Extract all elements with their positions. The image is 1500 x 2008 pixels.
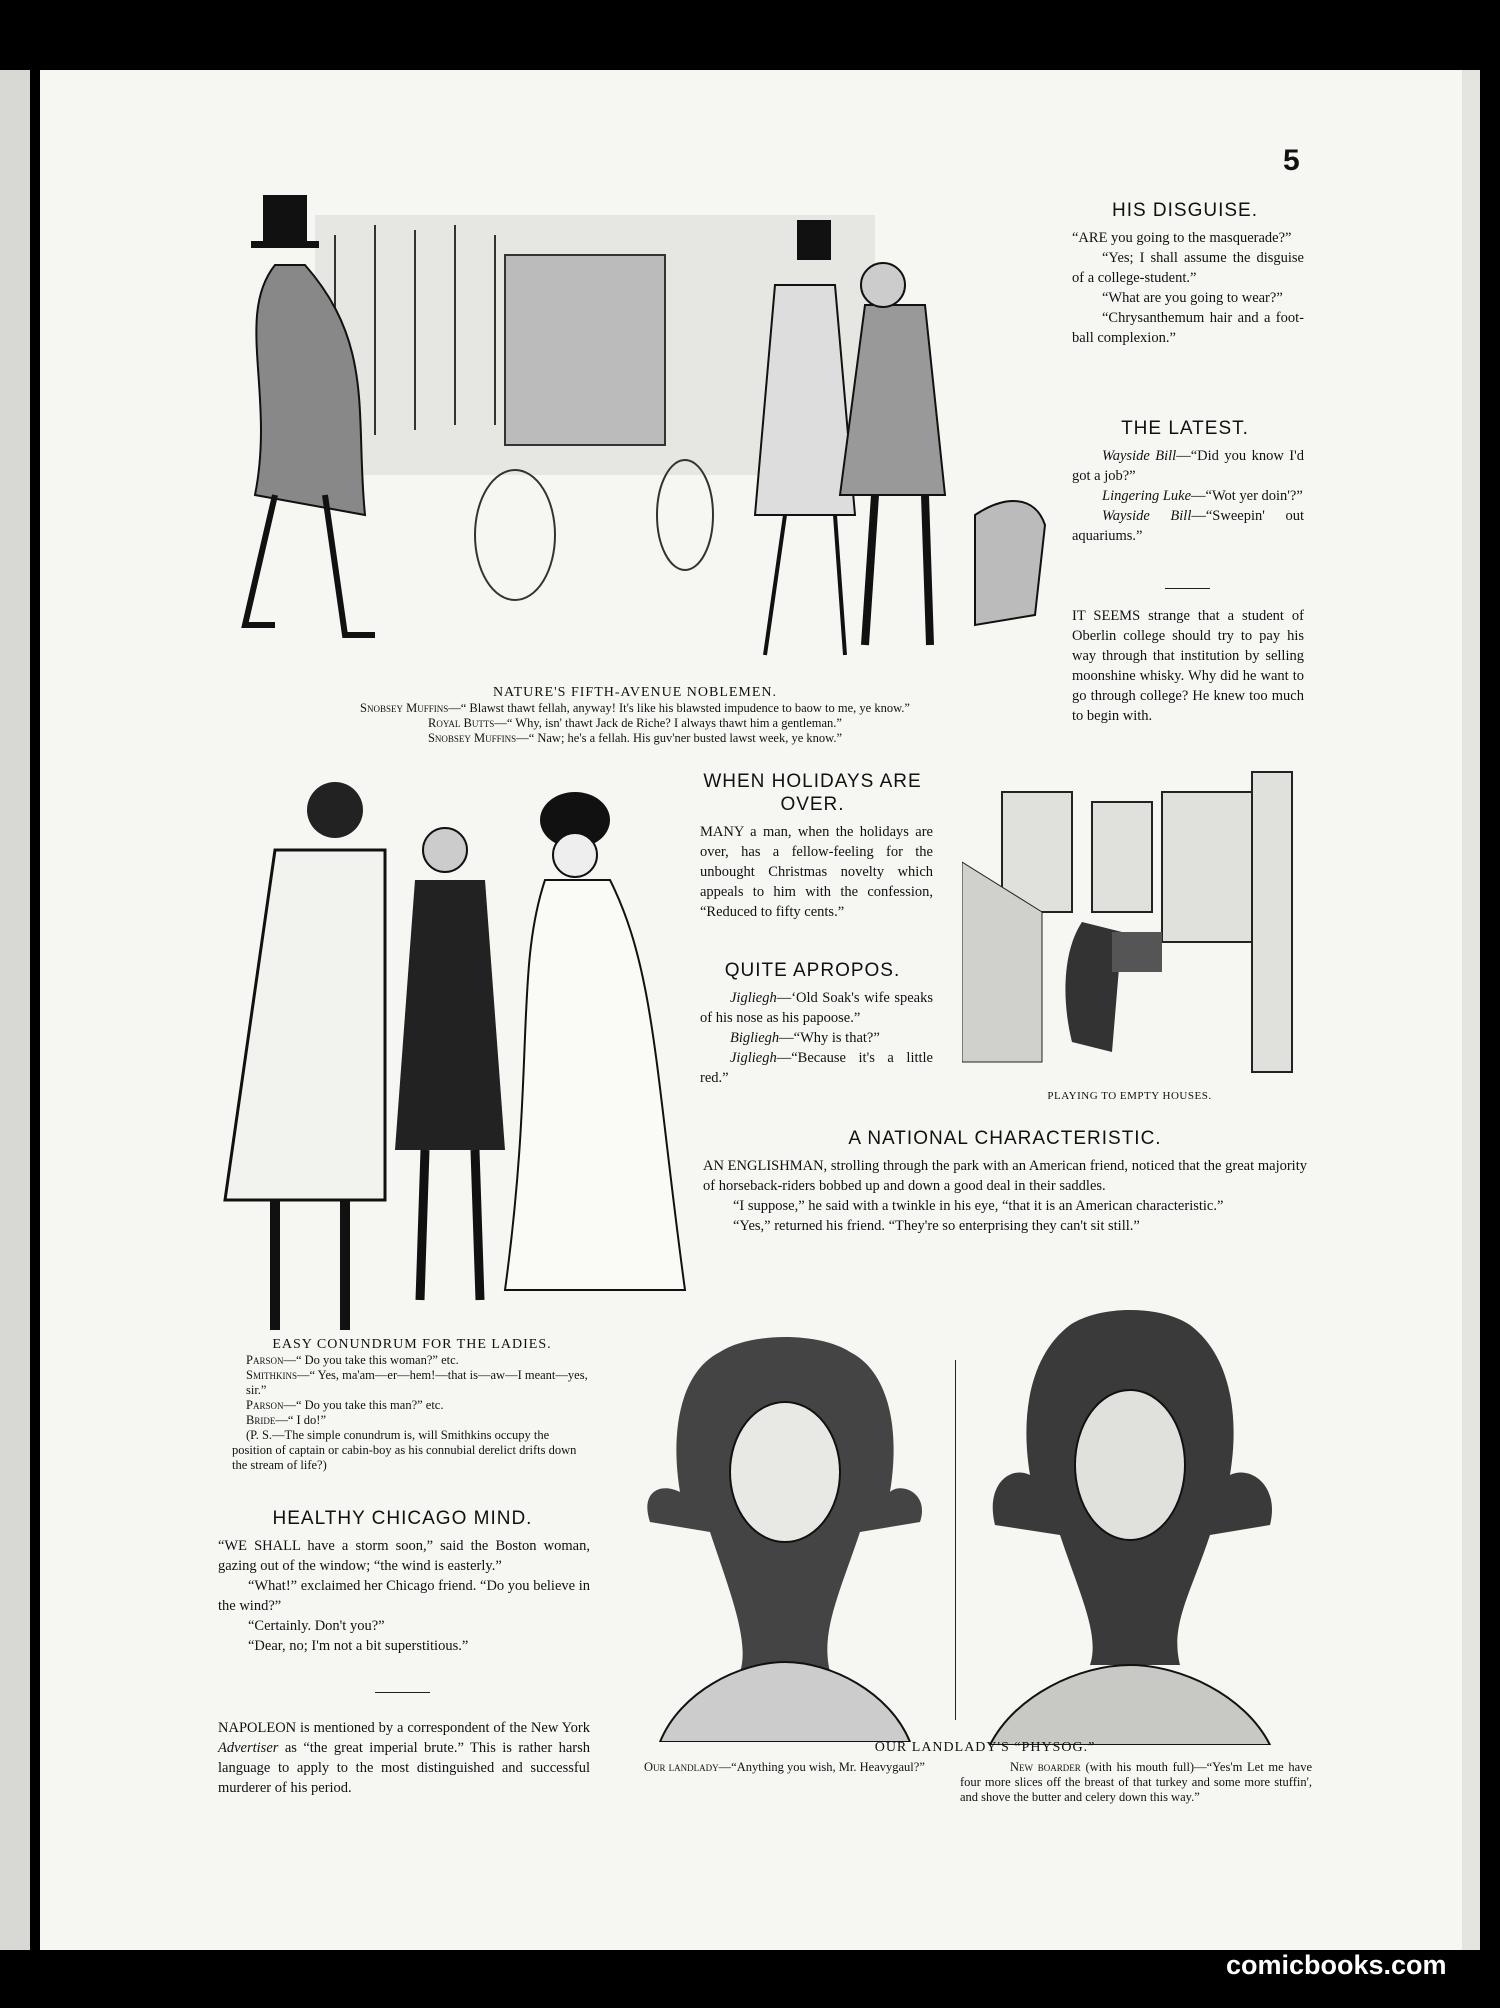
speaker: Parson: [246, 1353, 284, 1367]
napoleon-text: NAPOLEON is mentioned by a correspondent of the New York: [218, 1720, 590, 1736]
landlady-left-caption: [618, 1760, 943, 1775]
dialogue: —“ Do you take this woman?” etc.: [283, 1353, 459, 1367]
speaker: Wayside Bill: [1102, 508, 1192, 524]
dialogue: —“Anything you wish, Mr. Heavygaul?”: [718, 1760, 925, 1774]
his-disguise-line: “What are you going to wear?”: [1102, 290, 1283, 306]
dialogue: —‘Old Soak's wife speaks of his nose as his papoose.”: [700, 990, 933, 1026]
conundrum-caption: [232, 1337, 592, 1473]
speaker: Smithkins: [246, 1368, 297, 1382]
dialogue: —“Because it's a little red.”: [700, 1050, 933, 1086]
landlady-right-caption: [960, 1760, 1312, 1805]
speaker: Snobsey Muffins: [427, 731, 517, 745]
dialogue: —“ Why, isn' thawt Jack de Riche? I always thawt him a gentleman.”: [494, 716, 842, 730]
the-latest-title: THE LATEST.: [1121, 418, 1249, 439]
dialogue: —“Yes'm Let me have four more slices off the breast of that turkey and some more stuffin', and shove the butter and celery down this way.”: [960, 1760, 1312, 1804]
dialogue: —“ I do!”: [275, 1413, 327, 1427]
divider: [1165, 588, 1210, 589]
speaker: Our landlady: [644, 1760, 719, 1774]
speaker: Snobsey Muffins: [360, 701, 449, 715]
page-number: 5: [1283, 144, 1300, 177]
holidays-paragraph: MANY a man, when the holidays are over, has a fellow-feeling for the unbought Christmas novelty which appeals to him with the confession, “Reduced to fifty cents.”: [700, 824, 933, 920]
fifth-avenue-caption: [240, 685, 1030, 746]
napoleon-text: as “the great imperial brute.” This is rather harsh language to apply to the most distinguished and successful murderer of his period.: [218, 1740, 590, 1796]
speaker: Royal Butts: [428, 716, 495, 730]
dialogue: —“ Naw; he's a fellah. His guv'ner busted lawst week, ye know.”: [516, 731, 843, 745]
national-title: A NATIONAL CHARACTERISTIC.: [848, 1128, 1162, 1149]
chicago-text: [218, 1536, 590, 1656]
landlady-title: OUR LANDLADY'S “PHYSOG.”: [874, 1740, 1096, 1755]
holidays-title-line: WHEN HOLIDAYS ARE: [703, 771, 922, 792]
holidays-title-line: OVER.: [780, 794, 845, 815]
chicago-line: “What!” exclaimed her Chicago friend. “Do you believe in the wind?”: [218, 1578, 590, 1614]
newspaper-name: Advertiser: [218, 1740, 279, 1756]
speaker: Wayside Bill: [1102, 448, 1177, 464]
dialogue: —“ Blawst thawt fellah, anyway! It's like his blawsted impudence to baow to me, ye know.”: [448, 701, 910, 715]
national-line: AN ENGLISHMAN, strolling through the park with an American friend, noticed that the great majority of horseback-riders bobbed up and down a good deal in their saddles.: [703, 1158, 1307, 1194]
chicago-title: HEALTHY CHICAGO MIND.: [272, 1508, 533, 1529]
the-latest-text: [1072, 446, 1304, 546]
divider: [955, 1360, 956, 1720]
watermark: comicbooks.com: [1226, 1950, 1447, 1980]
oberlin-paragraph: IT SEEMS strange that a student of Oberlin college should try to pay his way through that institution by selling moonshine whisky. Why did he want to go through college? He knew too much to begin with.: [1072, 608, 1304, 724]
speaker: Bigliegh: [730, 1030, 780, 1046]
national-line: “Yes,” returned his friend. “They're so enterprising they can't sit still.”: [733, 1218, 1140, 1234]
wedding-illustration: [215, 770, 695, 1330]
landlady-illustration-left: [620, 1312, 950, 1742]
his-disguise-text: [1072, 228, 1304, 348]
holidays-title: [690, 770, 935, 816]
chicago-line: “Dear, no; I'm not a bit superstitious.”: [248, 1638, 469, 1654]
stage-direction: (with his mouth full): [1085, 1760, 1195, 1774]
empty-houses-caption: PLAYING TO EMPTY HOUSES.: [1047, 1090, 1212, 1102]
speaker: Lingering Luke: [1102, 488, 1192, 504]
his-disguise-line: “ARE you going to the masquerade?”: [1072, 230, 1292, 246]
national-line: “I suppose,” he said with a twinkle in his eye, “that it is an American characteristic.”: [733, 1198, 1224, 1214]
speaker: Parson: [246, 1398, 284, 1412]
napoleon-paragraph: [218, 1718, 590, 1798]
dialogue: —“Sweepin' out aquariums.”: [1072, 508, 1304, 544]
his-disguise-title: HIS DISGUISE.: [1111, 200, 1259, 221]
divider: [375, 1692, 430, 1693]
conundrum-ps: (P. S.—The simple conundrum is, will Smithkins occupy the position of captain or cabin-boy as his connubial derelict drifts down the stream of life?): [232, 1428, 577, 1472]
dialogue: —“ Do you take this man?” etc.: [283, 1398, 444, 1412]
his-disguise-line: “Yes; I shall assume the disguise of a college-student.”: [1072, 250, 1304, 286]
caption-title: EASY CONUNDRUM FOR THE LADIES.: [272, 1337, 552, 1352]
chicago-line: “WE SHALL have a storm soon,” said the Boston woman, gazing out of the window; “the wind is easterly.”: [218, 1538, 590, 1574]
chicago-line: “Certainly. Don't you?”: [248, 1618, 385, 1634]
page-edge: [1462, 70, 1480, 1950]
speaker: Jigliegh: [730, 1050, 777, 1066]
speaker: Jigliegh: [730, 990, 777, 1006]
dialogue: —“Wot yer doin'?”: [1191, 488, 1303, 504]
dialogue: —“Why is that?”: [779, 1030, 880, 1046]
apropos-title: QUITE APROPOS.: [724, 960, 901, 981]
empty-houses-illustration: [962, 762, 1297, 1087]
speaker: Bride: [246, 1413, 276, 1427]
previous-page-edge: [0, 70, 30, 1950]
landlady-illustration-right: [960, 1295, 1295, 1745]
apropos-text: [700, 988, 933, 1088]
speaker: New boarder: [1010, 1760, 1081, 1774]
dialogue: —“ Yes, ma'am—er—hem!—that is—aw—I meant—yes, sir.”: [246, 1368, 588, 1397]
his-disguise-line: “Chrysanthemum hair and a foot-ball complexion.”: [1072, 310, 1304, 346]
dialogue: —“Did you know I'd got a job?”: [1072, 448, 1304, 484]
national-text: [703, 1156, 1307, 1236]
fifth-avenue-illustration: [215, 195, 1065, 665]
caption-title: NATURE'S FIFTH-AVENUE NOBLEMEN.: [492, 685, 778, 700]
